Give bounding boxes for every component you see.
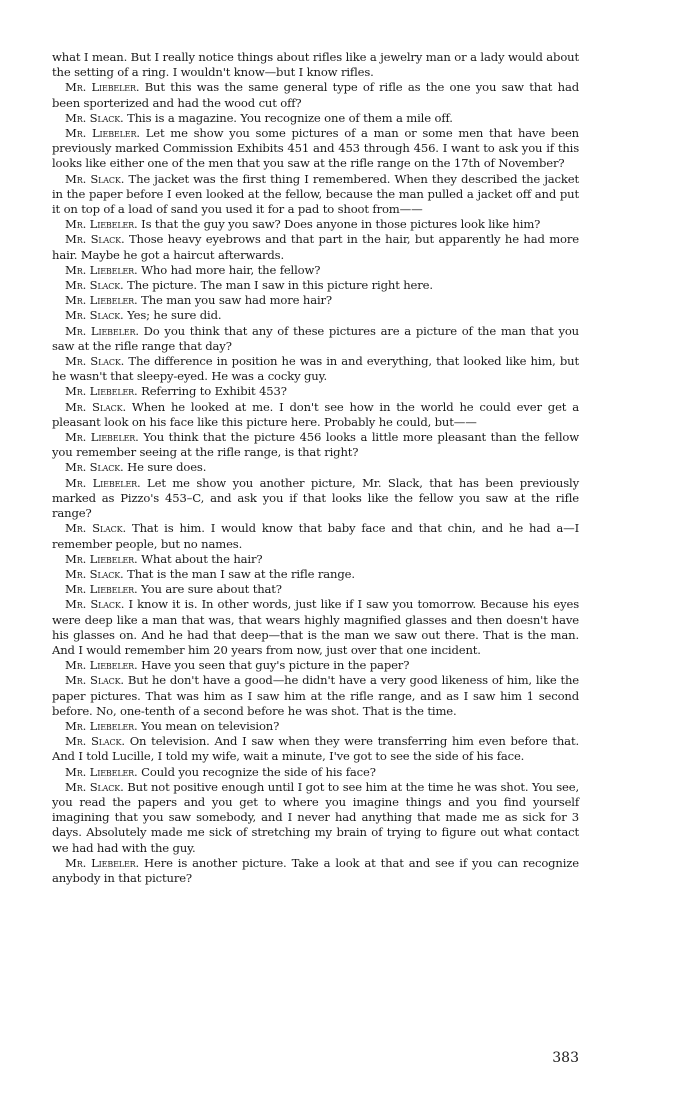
paragraph-text: What about the hair? bbox=[137, 551, 263, 566]
speaker-name: Mr. Slack. bbox=[65, 399, 126, 414]
speaker-name: Mr. Liebeler. bbox=[65, 80, 140, 95]
testimony-paragraph bbox=[52, 172, 579, 218]
paragraph-text: Yes; he sure did. bbox=[123, 308, 222, 323]
page-number: 383 bbox=[552, 1050, 579, 1066]
testimony-paragraph bbox=[52, 111, 579, 126]
testimony-paragraph bbox=[52, 597, 579, 658]
speaker-name: Mr. Slack. bbox=[65, 673, 124, 688]
speaker-name: Mr. Liebeler. bbox=[65, 718, 138, 733]
paragraph-text: Have you seen that guy's picture in the paper? bbox=[137, 658, 410, 673]
speaker-name: Mr. Liebeler. bbox=[65, 262, 138, 277]
testimony-paragraph bbox=[52, 354, 579, 384]
testimony-paragraph bbox=[52, 658, 579, 673]
paragraph-text: But not positive enough until I got to see him at the time he was shot. You see, you read the papers and you get to where you imagine things and you find yourself imagining that you saw somebody, and I never had anything that made me as sick for 3 days. Absolutely made me sick of stretching my brain of trying to figure out what contact we had had with the guy. bbox=[52, 779, 579, 855]
paragraph-text: You are sure about that? bbox=[137, 582, 282, 597]
paragraph-text: You think that the picture 456 looks a little more pleasant than the fellow you remember seeing at the rifle range, is that right? bbox=[52, 430, 579, 460]
speaker-name: Mr. Liebeler. bbox=[65, 323, 139, 338]
paragraph-text: But this was the same general type of rifle as the one you saw that had been sporterized and had the wood cut off? bbox=[52, 80, 579, 110]
testimony-paragraph bbox=[52, 217, 579, 232]
paragraph-text: I know it is. In other words, just like if I saw you tomorrow. Because his eyes were deep like a man that was, that wears highly magnified glasses and then doesn't have his glasses on. And he had that deep—that is the man we saw out there. That is the man. And I would remember him 20 years from now, just over that one incident. bbox=[52, 597, 579, 657]
paragraph-text: Could you recognize the side of his face? bbox=[137, 764, 376, 779]
paragraph-text: Is that the guy you saw? Does anyone in those pictures look like him? bbox=[137, 217, 541, 232]
speaker-name: Mr. Liebeler. bbox=[65, 658, 138, 673]
testimony-paragraph bbox=[52, 780, 579, 856]
testimony-paragraph bbox=[52, 400, 579, 430]
paragraph-text: That is him. I would know that baby face and that chin, and he had a—I remember people, but no names. bbox=[52, 521, 579, 551]
paragraph-text: Let me show you some pictures of a man or some men that have been previously marked Commission Exhibits 451 and 453 through 456. I want to ask you if this looks like either one of the men that you saw at the rifle range on the 17th of November? bbox=[52, 126, 579, 171]
testimony-paragraph bbox=[52, 324, 579, 354]
paragraph-text: Here is another picture. Take a look at that and see if you can recognize anybody in that picture? bbox=[52, 855, 579, 885]
speaker-name: Mr. Slack. bbox=[65, 354, 125, 369]
paragraph-text: The picture. The man I saw in this picture right here. bbox=[123, 278, 433, 293]
paragraph-text: Who had more hair, the fellow? bbox=[137, 262, 321, 277]
testimony-paragraph bbox=[52, 582, 579, 597]
speaker-name: Mr. Liebeler. bbox=[65, 475, 141, 490]
testimony-paragraph bbox=[52, 460, 579, 475]
speaker-name: Mr. Liebeler. bbox=[65, 293, 138, 308]
testimony-paragraph bbox=[52, 293, 579, 308]
paragraph-text: But he don't have a good—he didn't have a very good likeness of him, like the paper pictures. That was him as I saw him at the rifle range, and as I saw him 1 second before. No, one-tenth of a second before he was shot. That is the time. bbox=[52, 673, 579, 718]
speaker-name: Mr. Slack. bbox=[65, 460, 124, 475]
testimony-paragraph bbox=[52, 673, 579, 719]
testimony-paragraph bbox=[52, 552, 579, 567]
testimony-paragraph bbox=[52, 430, 579, 460]
paragraph-text: Let me show you another picture, Mr. Slack, that has been previously marked as Pizzo's 453–C, and ask you if that looks like the fellow you saw at the rifle range? bbox=[52, 475, 579, 521]
speaker-name: Mr. Liebeler. bbox=[65, 217, 138, 232]
speaker-name: Mr. Slack. bbox=[65, 779, 124, 794]
speaker-name: Mr. Liebeler. bbox=[65, 384, 138, 399]
speaker-name: Mr. Liebeler. bbox=[65, 582, 138, 597]
paragraph-text: On television. And I saw when they were transferring him even before that. And I told Lucille, I told my wife, wait a minute, I've got to see the side of his face. bbox=[52, 734, 579, 764]
paragraph-text: what I mean. But I really notice things about rifles like a jewelry man or a lady would about the setting of a ring. I wouldn't know—but I know rifles. bbox=[52, 50, 579, 80]
paragraph-text: The jacket was the first thing I remembered. When they described the jacket in the paper before I even looked at the fellow, because the man pulled a jacket off and put it on top of a load of sand you used it for a pad to shoot from—— bbox=[52, 171, 579, 217]
speaker-name: Mr. Slack. bbox=[65, 171, 125, 186]
speaker-name: Mr. Liebeler. bbox=[65, 126, 140, 141]
testimony-paragraph bbox=[52, 278, 579, 293]
paragraph-text: The difference in position he was in and everything, that looked like him, but he wasn't that sleepy-eyed. He was a cocky guy. bbox=[52, 354, 579, 384]
paragraph-text: He sure does. bbox=[123, 460, 207, 475]
paragraph-text: Do you think that any of these pictures are a picture of the man that you saw at the rifle range that day? bbox=[52, 323, 579, 353]
testimony-paragraph bbox=[52, 521, 579, 551]
speaker-name: Mr. Slack. bbox=[65, 308, 124, 323]
paragraph-text: Those heavy eyebrows and that part in the hair, but apparently he had more hair. Maybe he got a haircut afterwards. bbox=[52, 232, 579, 262]
testimony-paragraph bbox=[52, 308, 579, 323]
testimony-paragraph bbox=[52, 384, 579, 399]
paragraph-text: When he looked at me. I don't see how in the world he could ever get a pleasant look on his face like this picture here. Probably he could, but—— bbox=[52, 399, 579, 429]
testimony-paragraph bbox=[52, 567, 579, 582]
testimony-paragraph bbox=[52, 476, 579, 522]
speaker-name: Mr. Slack. bbox=[65, 232, 125, 247]
speaker-name: Mr. Liebeler. bbox=[65, 551, 138, 566]
testimony-paragraph bbox=[52, 232, 579, 262]
speaker-name: Mr. Slack. bbox=[65, 734, 125, 749]
paragraph-text: The man you saw had more hair? bbox=[137, 293, 332, 308]
speaker-name: Mr. Liebeler. bbox=[65, 855, 140, 870]
speaker-name: Mr. Liebeler. bbox=[65, 430, 139, 445]
paragraph-text: You mean on television? bbox=[137, 718, 280, 733]
testimony-paragraph bbox=[52, 719, 579, 734]
testimony-paragraph bbox=[52, 80, 579, 110]
speaker-name: Mr. Slack. bbox=[65, 278, 124, 293]
paragraph-text: That is the man I saw at the rifle range. bbox=[123, 566, 355, 581]
testimony-paragraph bbox=[52, 765, 579, 780]
paragraph-text: This is a magazine. You recognize one of them a mile off. bbox=[123, 110, 453, 125]
testimony-paragraph bbox=[52, 50, 579, 80]
testimony-paragraph bbox=[52, 263, 579, 278]
paragraph-text: Referring to Exhibit 453? bbox=[137, 384, 287, 399]
testimony-paragraph bbox=[52, 856, 579, 886]
speaker-name: Mr. Slack. bbox=[65, 566, 124, 581]
speaker-name: Mr. Liebeler. bbox=[65, 764, 138, 779]
transcript-body bbox=[52, 50, 579, 886]
testimony-paragraph bbox=[52, 734, 579, 764]
speaker-name: Mr. Slack. bbox=[65, 110, 124, 125]
speaker-name: Mr. Slack. bbox=[65, 597, 125, 612]
speaker-name: Mr. Slack. bbox=[65, 521, 127, 536]
testimony-paragraph bbox=[52, 126, 579, 172]
